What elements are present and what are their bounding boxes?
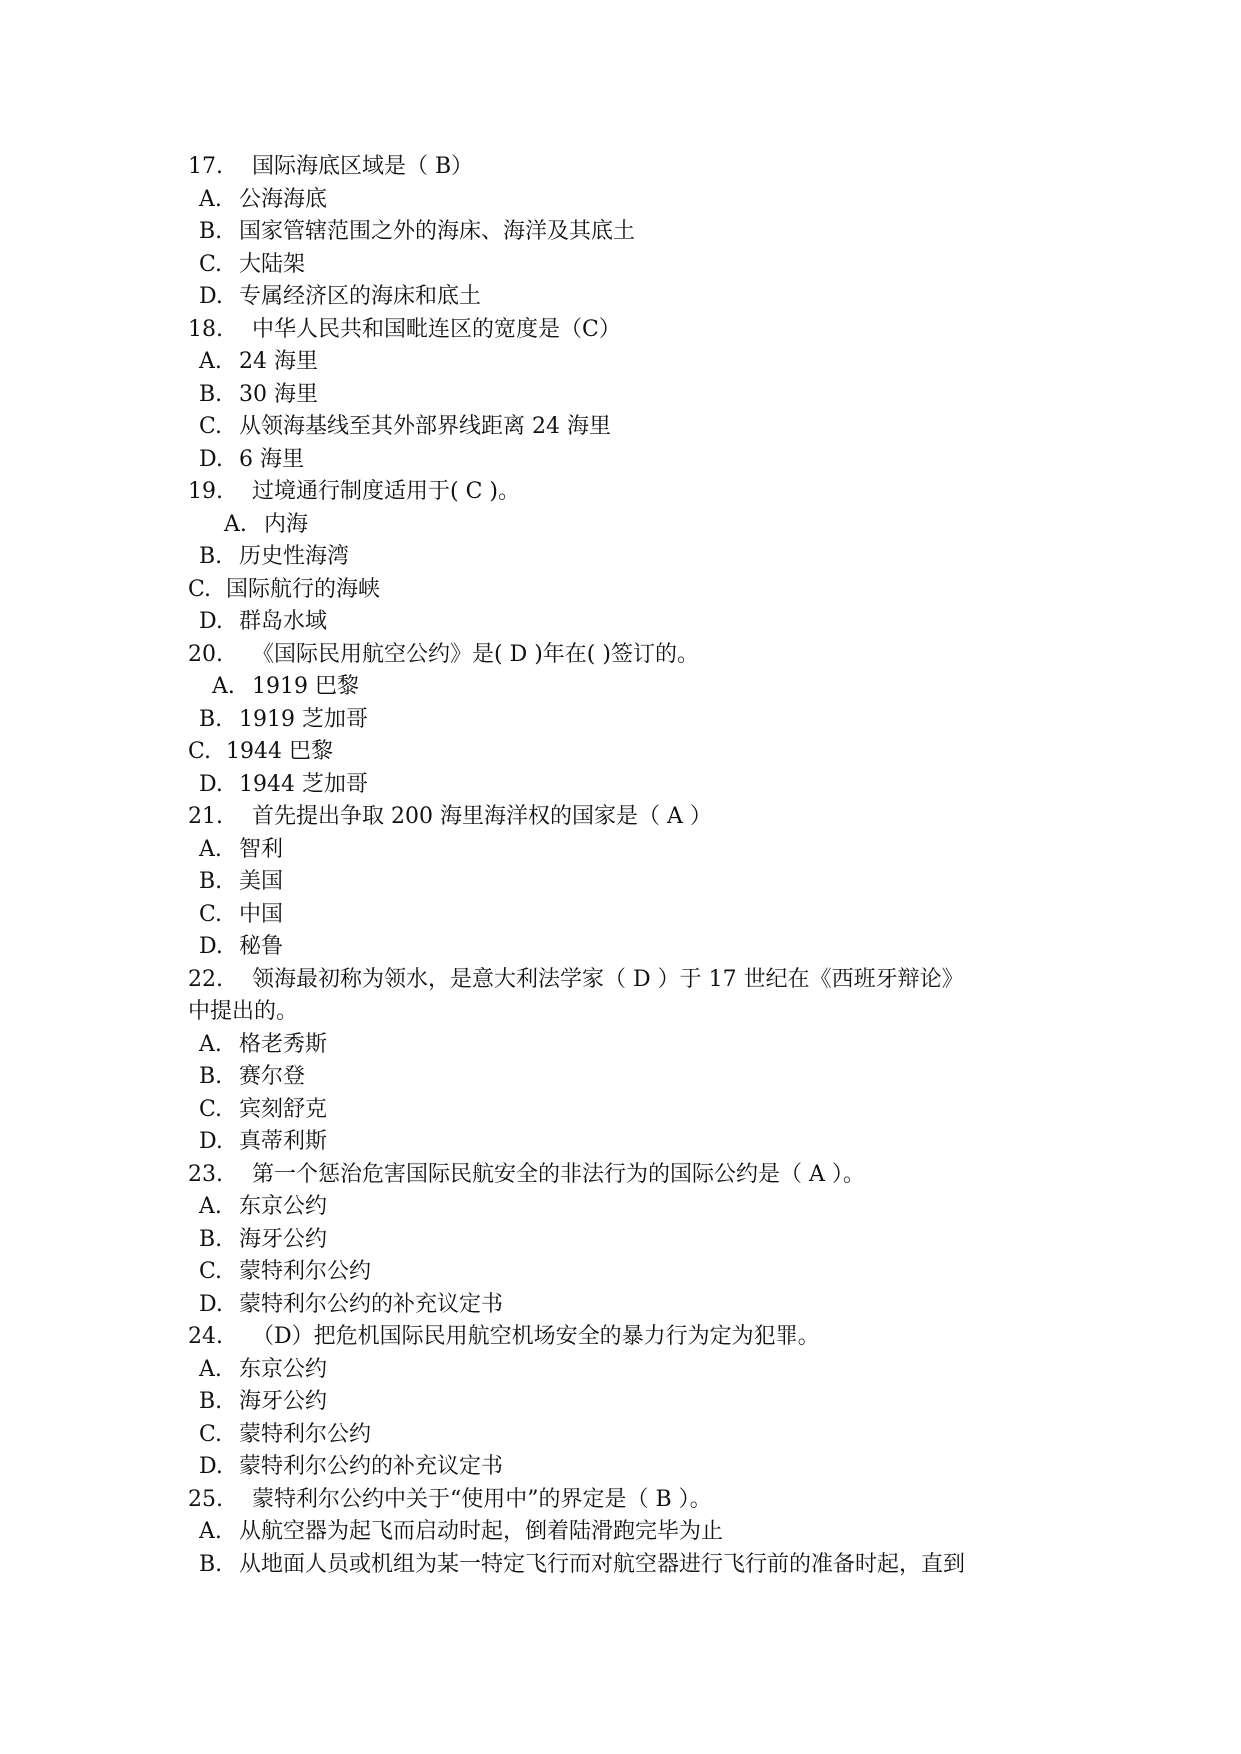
option-label: D. xyxy=(199,1129,223,1154)
option-label: C. xyxy=(199,1259,223,1284)
option-22-a xyxy=(188,1029,1088,1062)
option-24-c xyxy=(188,1419,1088,1452)
option-label: A. xyxy=(199,1194,222,1219)
option-23-d xyxy=(188,1289,1088,1322)
option-text: 6 海里 xyxy=(239,446,304,472)
option-21-d xyxy=(188,931,1088,964)
option-label: B. xyxy=(199,706,223,732)
question-list xyxy=(188,151,1088,1581)
option-21-c xyxy=(188,899,1088,932)
option-17-a xyxy=(188,184,1088,217)
option-text: 专属经济区的海床和底土 xyxy=(239,284,482,309)
question-24 xyxy=(188,1321,1088,1354)
question-22 xyxy=(188,964,1088,997)
option-label: C. xyxy=(199,901,223,927)
question-text: 首先提出争取 200 海里海洋权的国家是（ A ） xyxy=(252,804,712,829)
option-label: A. xyxy=(199,836,222,862)
question-text: 蒙特利尔公约中关于“使用中”的界定是（ B ）。 xyxy=(252,1486,712,1512)
question-number: 23. xyxy=(188,1161,223,1187)
question-number: 25. xyxy=(188,1486,223,1512)
option-25-b xyxy=(188,1549,1088,1582)
option-text: 历史性海湾 xyxy=(239,544,350,569)
question-number: 19. xyxy=(188,479,223,504)
option-18-c xyxy=(188,411,1088,444)
option-label: B. xyxy=(199,219,223,244)
option-text: 1919 芝加哥 xyxy=(239,706,368,732)
option-24-b xyxy=(188,1386,1088,1419)
question-number: 18. xyxy=(188,316,223,342)
option-label: A. xyxy=(199,1519,222,1544)
option-21-a xyxy=(188,834,1088,867)
option-text: 内海 xyxy=(264,511,309,537)
option-19-a xyxy=(188,509,1088,542)
option-19-d xyxy=(188,606,1088,639)
option-22-d xyxy=(188,1126,1088,1159)
option-label: C. xyxy=(199,1096,223,1122)
option-text: 美国 xyxy=(239,869,284,894)
question-22-continuation: 中提出的。 xyxy=(188,999,299,1024)
option-label: A. xyxy=(199,1356,222,1382)
option-20-d xyxy=(188,769,1088,802)
question-20 xyxy=(188,639,1088,672)
option-text: 海牙公约 xyxy=(239,1226,328,1252)
option-17-b xyxy=(188,216,1088,249)
option-label: D. xyxy=(199,284,223,309)
option-24-d xyxy=(188,1451,1088,1484)
question-text: 过境通行制度适用于( C )。 xyxy=(252,479,520,504)
option-text: 从航空器为起飞而启动时起，倒着陆滑跑完毕为止 xyxy=(239,1519,724,1544)
option-20-c xyxy=(188,736,1088,769)
option-text: 1944 芝加哥 xyxy=(239,771,368,797)
option-text: 1944 巴黎 xyxy=(226,739,333,764)
option-18-a xyxy=(188,346,1088,379)
option-20-a xyxy=(188,671,1088,704)
question-19 xyxy=(188,476,1088,509)
option-text: 群岛水域 xyxy=(239,609,328,634)
option-18-d xyxy=(188,444,1088,477)
option-text: 真蒂利斯 xyxy=(239,1129,328,1154)
option-text: 国家管辖范围之外的海床、海洋及其底土 xyxy=(239,219,636,244)
question-25 xyxy=(188,1484,1088,1517)
option-20-b xyxy=(188,704,1088,737)
option-text: 中国 xyxy=(239,901,284,927)
question-number: 20. xyxy=(188,641,223,667)
option-label: A. xyxy=(212,674,235,699)
option-23-a xyxy=(188,1191,1088,1224)
question-text: 第一个惩治危害国际民航安全的非法行为的国际公约是（ A ）。 xyxy=(252,1161,865,1187)
option-23-c xyxy=(188,1256,1088,1289)
option-text: 格老秀斯 xyxy=(239,1031,328,1057)
option-label: D. xyxy=(199,1291,223,1317)
option-18-b xyxy=(188,379,1088,412)
option-label: D. xyxy=(199,771,223,797)
option-label: D. xyxy=(199,1454,223,1479)
option-25-a xyxy=(188,1516,1088,1549)
question-text: 国际海底区域是（ B） xyxy=(252,154,474,179)
option-text: 海牙公约 xyxy=(239,1389,328,1414)
option-label: C. xyxy=(188,739,212,764)
question-18 xyxy=(188,314,1088,347)
option-17-d xyxy=(188,281,1088,314)
option-text: 大陆架 xyxy=(239,251,306,277)
option-22-c xyxy=(188,1094,1088,1127)
option-19-b xyxy=(188,541,1088,574)
question-number: 24. xyxy=(188,1324,223,1349)
option-text: 蒙特利尔公约 xyxy=(239,1259,372,1284)
option-label: B. xyxy=(199,1226,223,1252)
option-label: B. xyxy=(199,381,223,407)
question-text: 《国际民用航空公约》是( D )年在( )签订的。 xyxy=(252,641,699,667)
option-21-b xyxy=(188,866,1088,899)
question-number: 17. xyxy=(188,154,223,179)
option-text: 蒙特利尔公约的补充议定书 xyxy=(239,1454,504,1479)
option-23-b xyxy=(188,1224,1088,1257)
option-text: 秘鲁 xyxy=(239,934,284,959)
option-text: 1919 巴黎 xyxy=(252,674,359,699)
option-label: B. xyxy=(199,1389,223,1414)
option-label: A. xyxy=(199,186,222,212)
option-text: 国际航行的海峡 xyxy=(226,576,381,602)
option-24-a xyxy=(188,1354,1088,1387)
option-label: B. xyxy=(199,1551,223,1577)
option-text: 蒙特利尔公约 xyxy=(239,1421,372,1447)
question-text: 领海最初称为领水，是意大利法学家（ D ）于 17 世纪在《西班牙辩论》 xyxy=(252,966,964,992)
option-17-c xyxy=(188,249,1088,282)
option-label: C. xyxy=(199,1421,223,1447)
option-label: D. xyxy=(199,609,223,634)
question-number: 22. xyxy=(188,966,223,992)
question-number: 21. xyxy=(188,804,223,829)
option-text: 赛尔登 xyxy=(239,1064,306,1089)
option-text: 东京公约 xyxy=(239,1356,328,1382)
option-text: 宾刻舒克 xyxy=(239,1096,328,1122)
question-text: 中华人民共和国毗连区的宽度是（C） xyxy=(252,316,621,342)
question-21 xyxy=(188,801,1088,834)
option-label: B. xyxy=(199,1064,223,1089)
option-label: B. xyxy=(199,544,223,569)
option-text: 从领海基线至其外部界线距离 24 海里 xyxy=(239,414,611,439)
option-label: A. xyxy=(199,349,222,374)
option-label: C. xyxy=(199,251,223,277)
option-text: 智利 xyxy=(239,836,284,862)
option-text: 24 海里 xyxy=(239,349,318,374)
option-19-c xyxy=(188,574,1088,607)
question-17 xyxy=(188,151,1088,184)
option-label: B. xyxy=(199,869,223,894)
option-label: C. xyxy=(199,414,223,439)
option-text: 公海海底 xyxy=(239,186,328,212)
option-label: A. xyxy=(199,1031,222,1057)
question-23 xyxy=(188,1159,1088,1192)
option-label: D. xyxy=(199,446,223,472)
question-text: （D）把危机国际民用航空机场安全的暴力行为定为犯罪。 xyxy=(252,1324,820,1349)
option-22-b xyxy=(188,1061,1088,1094)
option-label: A. xyxy=(224,511,247,537)
option-label: C. xyxy=(188,576,212,602)
option-text: 30 海里 xyxy=(239,381,318,407)
option-text: 蒙特利尔公约的补充议定书 xyxy=(239,1291,504,1317)
option-text: 从地面人员或机组为某一特定飞行而对航空器进行飞行前的准备时起，直到 xyxy=(239,1551,966,1577)
option-text: 东京公约 xyxy=(239,1194,328,1219)
option-label: D. xyxy=(199,934,223,959)
